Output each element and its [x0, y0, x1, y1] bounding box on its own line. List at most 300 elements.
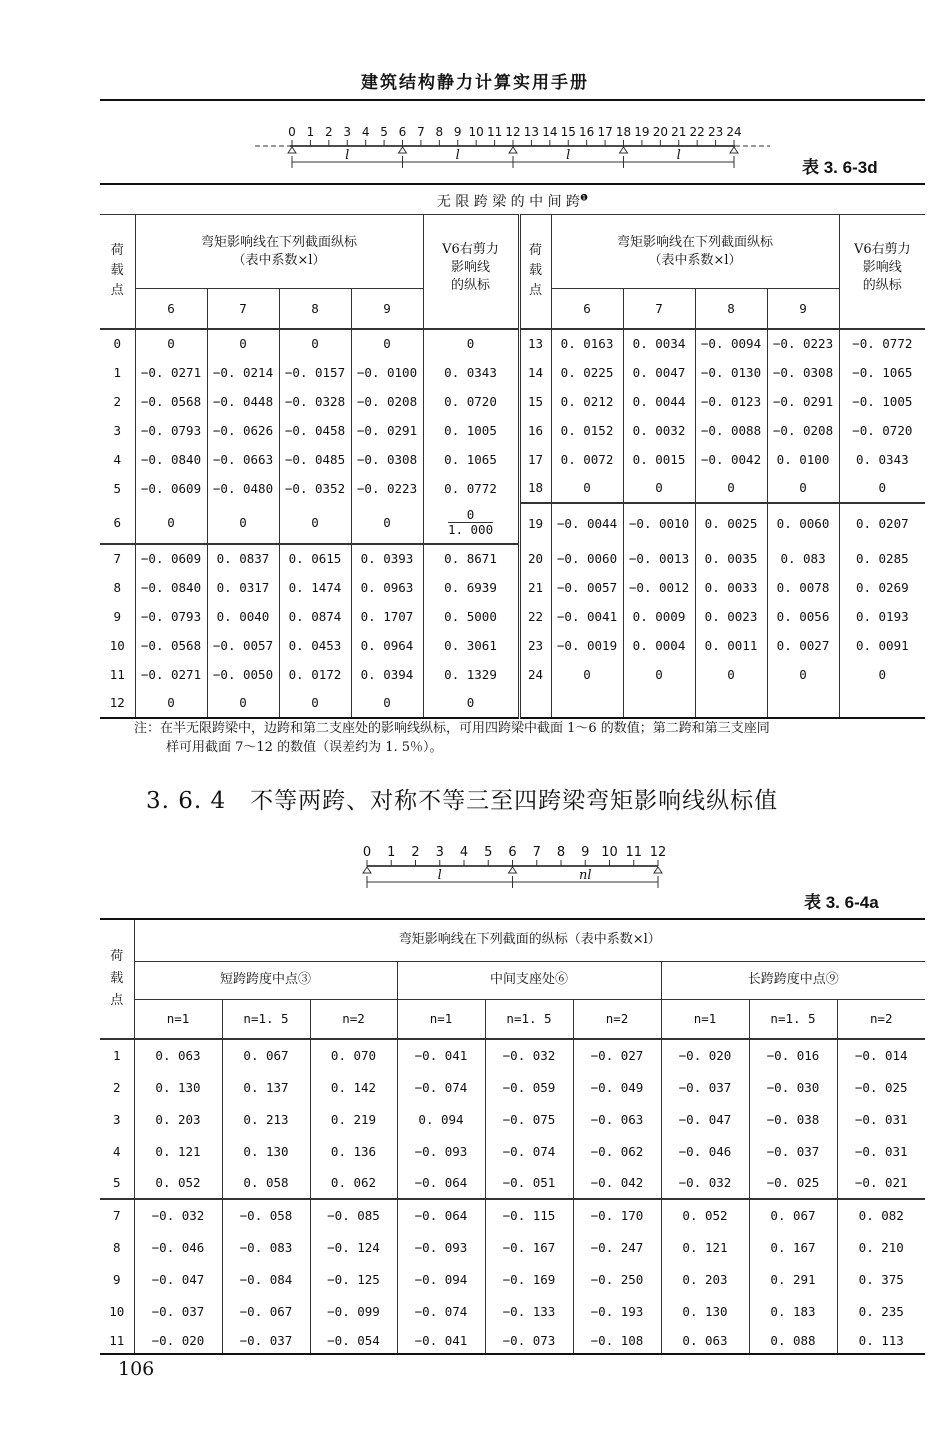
value-cell: −0. 094: [397, 1263, 485, 1295]
value-cell: 0: [207, 689, 279, 718]
value-cell: −0. 016: [749, 1039, 837, 1071]
value-cell: 0: [207, 329, 279, 358]
value-cell: −0. 025: [837, 1071, 925, 1103]
value-cell: −0. 031: [837, 1135, 925, 1167]
value-cell: 0. 0015: [623, 445, 695, 474]
value-cell: −0. 0271: [135, 358, 207, 387]
shear-cell: 0. 0091: [839, 631, 925, 660]
load-point-cell: 20: [519, 544, 551, 573]
value-cell: −0. 115: [485, 1199, 573, 1231]
shear-cell: −0. 0772: [839, 329, 925, 358]
value-cell: 0. 203: [661, 1263, 749, 1295]
value-cell: −0. 0609: [135, 544, 207, 573]
table-row: [100, 660, 925, 689]
value-cell: 0. 058: [222, 1167, 310, 1199]
value-cell: 0. 0212: [551, 387, 623, 416]
value-cell: 0. 0011: [695, 631, 767, 660]
value-cell: −0. 0271: [135, 660, 207, 689]
load-point-cell: 12: [109, 695, 125, 710]
value-cell: −0. 037: [134, 1295, 222, 1327]
table-label: 表 3. 6-4a: [804, 893, 879, 912]
span-length-label: l: [437, 868, 442, 883]
n-ratio-header: n=2: [310, 999, 397, 1039]
value-cell: −0. 020: [134, 1327, 222, 1354]
value-cell: −0. 041: [397, 1327, 485, 1354]
table1-note: [134, 719, 934, 757]
value-cell: 0. 067: [222, 1039, 310, 1071]
shear-cell: 0: [423, 689, 519, 718]
shear-cell: 0: [839, 474, 925, 503]
load-point-cell: 11: [109, 1332, 125, 1348]
tick-label: 0: [288, 125, 296, 139]
n-ratio-header: n=1: [134, 999, 222, 1039]
value-cell: 0. 121: [134, 1135, 222, 1167]
section-header: 7: [623, 289, 695, 329]
load-point-header: 荷载点: [100, 215, 135, 329]
support-icon: [399, 147, 407, 153]
tick-label: 12: [505, 125, 521, 139]
value-cell: 0. 0964: [351, 631, 423, 660]
value-cell: 0. 213: [222, 1103, 310, 1135]
value-cell: −0. 037: [222, 1327, 310, 1354]
tick-label: 16: [579, 125, 595, 139]
tick-label: 1: [306, 125, 315, 139]
load-point-cell: 9: [113, 608, 122, 624]
value-cell: 0. 183: [749, 1295, 837, 1327]
table-row: [100, 1295, 925, 1327]
value-cell: −0. 064: [397, 1167, 485, 1199]
section-header: 7: [207, 289, 279, 329]
value-cell: −0. 0448: [207, 387, 279, 416]
shear-cell: 0. 1005: [423, 416, 519, 445]
value-cell: −0. 062: [573, 1135, 661, 1167]
value-cell: 0. 0394: [351, 660, 423, 689]
value-cell: −0. 0012: [623, 573, 695, 602]
load-point-cell: 10: [109, 637, 125, 653]
table-row: [100, 1103, 925, 1135]
tick-label: 17: [597, 125, 613, 139]
value-cell: −0. 0208: [351, 387, 423, 416]
value-cell: −0. 0308: [767, 358, 839, 387]
value-cell: −0. 047: [134, 1263, 222, 1295]
moment-header-right: 弯矩影响线在下列截面纵标 （表中系数×l）: [551, 215, 839, 289]
value-cell: −0. 083: [222, 1231, 310, 1263]
value-cell: −0. 0328: [279, 387, 351, 416]
value-cell: 0. 0032: [623, 416, 695, 445]
value-cell: −0. 074: [397, 1295, 485, 1327]
section-header: 8: [279, 289, 351, 329]
span-length-label: l: [455, 148, 460, 163]
value-cell: 0. 0027: [767, 631, 839, 660]
load-point-cell: 3: [112, 1111, 121, 1127]
n-ratio-header: n=1. 5: [485, 999, 573, 1039]
load-point-cell: 17: [519, 445, 551, 474]
shear-cell: 0. 0285: [839, 544, 925, 573]
tick-label: 8: [556, 845, 566, 860]
value-cell: 0. 052: [661, 1199, 749, 1231]
value-cell: −0. 0480: [207, 474, 279, 503]
value-cell: 0: [135, 689, 207, 718]
value-cell: −0. 054: [310, 1327, 397, 1354]
support-icon: [509, 147, 517, 153]
value-cell: −0. 046: [661, 1135, 749, 1167]
tick-label: 15: [560, 125, 576, 139]
tick-label: 3: [435, 845, 444, 860]
value-cell: −0. 250: [573, 1263, 661, 1295]
load-point-cell: 2: [112, 1079, 121, 1095]
value-cell: 0. 121: [661, 1231, 749, 1263]
table-infinite-span: [100, 214, 925, 719]
table-row: [100, 573, 925, 602]
value-cell: −0. 0060: [551, 544, 623, 573]
shear-cell: 0. 0343: [423, 358, 519, 387]
value-cell: −0. 037: [661, 1071, 749, 1103]
moment-header: 弯矩影响线在下列截面纵标 （表中系数×l）: [135, 215, 423, 289]
shear-cell: 0. 0343: [839, 445, 925, 474]
value-cell: 0: [135, 329, 207, 358]
value-cell: −0. 059: [485, 1071, 573, 1103]
value-cell: −0. 047: [661, 1103, 749, 1135]
value-cell: 0. 0004: [623, 631, 695, 660]
value-cell: −0. 0223: [351, 474, 423, 503]
value-cell: −0. 0013: [623, 544, 695, 573]
value-cell: 0. 0025: [695, 503, 767, 544]
tick-label: 4: [361, 125, 370, 139]
value-cell: −0. 074: [397, 1071, 485, 1103]
tick-label: 5: [484, 845, 493, 860]
table-row: [100, 329, 925, 358]
value-cell: −0. 093: [397, 1231, 485, 1263]
beam-diagram-two-span: [350, 840, 680, 908]
value-cell: 0: [207, 503, 279, 544]
value-cell: −0. 093: [397, 1135, 485, 1167]
value-cell: −0. 0214: [207, 358, 279, 387]
value-cell: −0. 0157: [279, 358, 351, 387]
value-cell: 0. 375: [837, 1263, 925, 1295]
value-cell: −0. 124: [310, 1231, 397, 1263]
shear-cell: 0. 0193: [839, 602, 925, 631]
value-cell: −0. 049: [573, 1071, 661, 1103]
value-cell: 0. 0040: [207, 602, 279, 631]
fraction-top: 0: [448, 508, 493, 523]
shear-header: V6右剪力 影响线 的纵标: [423, 215, 519, 329]
tick-label: 11: [625, 845, 643, 860]
tick-label: 5: [380, 125, 388, 139]
shear-cell: 0. 3061: [423, 631, 519, 660]
load-point-cell: 18: [519, 474, 551, 503]
load-point-cell: 21: [519, 573, 551, 602]
tick-label: 10: [601, 845, 618, 860]
value-cell: −0. 0793: [135, 416, 207, 445]
value-cell: −0. 085: [310, 1199, 397, 1231]
value-cell: −0. 0840: [135, 445, 207, 474]
load-point-cell: 11: [109, 666, 125, 682]
value-cell: −0. 051: [485, 1167, 573, 1199]
value-cell: 0. 137: [222, 1071, 310, 1103]
load-point-cell: 19: [519, 503, 551, 544]
table-row: [100, 503, 925, 544]
value-cell: 0. 0393: [351, 544, 423, 573]
table-row: [100, 1039, 925, 1071]
tick-label: 8: [435, 125, 444, 139]
value-cell: −0. 0485: [279, 445, 351, 474]
support-icon: [509, 867, 517, 873]
value-cell: −0. 125: [310, 1263, 397, 1295]
section-header: 9: [351, 289, 423, 329]
value-cell: 0. 130: [134, 1071, 222, 1103]
value-cell: −0. 0352: [279, 474, 351, 503]
table1-title: [100, 191, 925, 211]
value-cell: −0. 169: [485, 1263, 573, 1295]
value-cell: −0. 0041: [551, 602, 623, 631]
value-cell: −0. 0308: [351, 445, 423, 474]
value-cell: 0. 113: [837, 1327, 925, 1354]
value-cell: −0. 0609: [135, 474, 207, 503]
value-cell: 0: [135, 503, 207, 544]
load-point-cell: 5: [113, 480, 122, 496]
section-header: 8: [695, 289, 767, 329]
value-cell: 0. 0317: [207, 573, 279, 602]
value-cell: 0. 0033: [695, 573, 767, 602]
load-point-cell: 2: [113, 393, 122, 409]
value-cell: −0. 031: [837, 1103, 925, 1135]
value-cell: 0. 0044: [623, 387, 695, 416]
tick-label: 11: [486, 125, 503, 139]
value-cell: 0: [767, 660, 839, 689]
value-cell: 0: [279, 689, 351, 718]
value-cell: 0. 291: [749, 1263, 837, 1295]
table-row: [100, 445, 925, 474]
n-ratio-header: n=2: [837, 999, 925, 1039]
load-point-cell: 16: [519, 416, 551, 445]
table-row: [100, 1167, 925, 1199]
tick-label: 20: [652, 125, 668, 139]
shear-cell: 0. 5000: [423, 602, 519, 631]
value-cell: 0: [279, 329, 351, 358]
load-point-cell: 10: [109, 1303, 125, 1319]
value-cell: −0. 042: [573, 1167, 661, 1199]
running-header: 建筑结构静力计算实用手册: [361, 73, 589, 93]
value-cell: 0: [623, 474, 695, 503]
section-header: 6: [135, 289, 207, 329]
shear-cell: −0. 1005: [839, 387, 925, 416]
value-cell: −0. 247: [573, 1231, 661, 1263]
load-point-header-right: 荷载点: [519, 215, 551, 329]
value-cell: 0. 0172: [279, 660, 351, 689]
shear-cell: 0: [423, 329, 519, 358]
tick-label: 7: [532, 845, 541, 860]
value-cell: 0. 0615: [279, 544, 351, 573]
note-line: 样可用截面 7～12 的数值（误差约为 1. 5％）。: [166, 740, 443, 755]
load-point-cell: 4: [113, 451, 122, 467]
value-cell: 0. 219: [310, 1103, 397, 1135]
load-point-cell: 6: [100, 503, 135, 544]
tick-label: 24: [726, 125, 742, 139]
value-cell: 0. 0874: [279, 602, 351, 631]
span-length-label: nl: [578, 868, 592, 883]
n-ratio-header: n=1. 5: [749, 999, 837, 1039]
value-cell: 0. 0453: [279, 631, 351, 660]
value-cell: −0. 046: [134, 1231, 222, 1263]
value-cell: 0. 235: [837, 1295, 925, 1327]
section-header: 9: [767, 289, 839, 329]
value-cell: −0. 0130: [695, 358, 767, 387]
value-cell: −0. 014: [837, 1039, 925, 1071]
tick-label: 18: [615, 125, 632, 139]
value-cell: 0: [279, 503, 351, 544]
shear-cell: 0. 0772: [423, 474, 519, 503]
support-icon: [288, 147, 296, 153]
load-point-cell: 7: [112, 1208, 121, 1223]
value-cell: 0. 0009: [623, 602, 695, 631]
value-cell: 0. 142: [310, 1071, 397, 1103]
value-cell: 0. 210: [837, 1231, 925, 1263]
load-point-cell: 8: [112, 1239, 121, 1255]
n-ratio-header: n=1: [397, 999, 485, 1039]
value-cell: −0. 030: [749, 1071, 837, 1103]
value-cell: 0. 0056: [767, 602, 839, 631]
table-row: [100, 1327, 925, 1354]
tick-label: 22: [689, 125, 705, 139]
load-point-cell: 0: [113, 336, 122, 351]
value-cell: 0: [551, 474, 623, 503]
tick-label: 23: [707, 125, 724, 139]
load-point-cell: 13: [519, 329, 551, 358]
value-cell: 0. 070: [310, 1039, 397, 1071]
value-cell: 0. 067: [749, 1199, 837, 1231]
load-point-cell: 5: [100, 1167, 134, 1199]
load-point-cell: 9: [112, 1271, 121, 1287]
load-point-cell: 15: [519, 387, 551, 416]
value-cell: −0. 0208: [767, 416, 839, 445]
value-cell: 0. 130: [222, 1135, 310, 1167]
table-row: [100, 387, 925, 416]
tick-label: 9: [581, 845, 590, 860]
value-cell: −0. 058: [222, 1199, 310, 1231]
value-cell: −0. 0663: [207, 445, 279, 474]
value-cell: −0. 037: [749, 1135, 837, 1167]
value-cell: 0. 0047: [623, 358, 695, 387]
value-cell: 0. 082: [837, 1199, 925, 1231]
value-cell: −0. 0793: [135, 602, 207, 631]
beam-diagram-infinite: [250, 120, 780, 180]
value-cell: −0. 0123: [695, 387, 767, 416]
tick-label: 7: [417, 125, 425, 139]
shear-cell: 0. 0720: [423, 387, 519, 416]
value-cell: 0. 1707: [351, 602, 423, 631]
value-cell: −0. 167: [485, 1231, 573, 1263]
value-cell: −0. 067: [222, 1295, 310, 1327]
note-line: 注：在半无限跨梁中，边跨和第二支座处的影响线纵标，可用四跨梁中截面 1～6 的数值；第二跨和第三支座同: [134, 721, 770, 736]
support-icon: [654, 867, 662, 873]
value-cell: 0: [551, 660, 623, 689]
value-cell: 0. 0152: [551, 416, 623, 445]
shear-cell: 0. 1065: [423, 445, 519, 474]
value-cell: −0. 0100: [351, 358, 423, 387]
tick-label: 12: [649, 845, 667, 860]
shear-header-right: V6右剪力 影响线 的纵标: [839, 215, 925, 329]
tick-label: 9: [453, 125, 462, 139]
value-cell: −0. 032: [661, 1167, 749, 1199]
value-cell: 0: [767, 474, 839, 503]
tick-label: 14: [542, 125, 558, 139]
value-cell: −0. 084: [222, 1263, 310, 1295]
value-cell: 0. 0963: [351, 573, 423, 602]
group-header-short-span: 短跨跨度中点③: [134, 961, 397, 999]
value-cell: −0. 021: [837, 1167, 925, 1199]
n-ratio-header: n=1: [661, 999, 749, 1039]
table-row: [100, 1071, 925, 1103]
shear-cell: −0. 0720: [839, 416, 925, 445]
value-cell: −0. 025: [749, 1167, 837, 1199]
value-cell: −0. 170: [573, 1199, 661, 1231]
value-cell: 0. 0163: [551, 329, 623, 358]
load-point-cell: 3: [113, 422, 122, 438]
shear-cell: 0. 0269: [839, 573, 925, 602]
value-cell: −0. 108: [573, 1327, 661, 1354]
value-cell: −0. 073: [485, 1327, 573, 1354]
value-cell: 0. 0072: [551, 445, 623, 474]
shear-cell: 0: [839, 660, 925, 689]
table-row: [100, 474, 925, 503]
load-point-cell: 24: [519, 660, 551, 689]
value-cell: −0. 0568: [135, 387, 207, 416]
load-point-cell: 1: [113, 364, 122, 380]
value-cell: −0. 0042: [695, 445, 767, 474]
table1-title-text: 无 限 跨 梁 的 中 间 跨: [436, 194, 581, 210]
table-row: [100, 544, 925, 573]
value-cell: −0. 0050: [207, 660, 279, 689]
table-label: 表 3. 6-3d: [802, 158, 878, 177]
table-row: [100, 1231, 925, 1263]
value-cell: −0. 0458: [279, 416, 351, 445]
value-cell: 0. 063: [661, 1327, 749, 1354]
support-icon: [363, 867, 371, 873]
value-cell: −0. 0291: [351, 416, 423, 445]
table-row: [100, 416, 925, 445]
value-cell: 0. 094: [397, 1103, 485, 1135]
tick-label: 1: [387, 845, 396, 860]
load-point-header: 荷载点: [100, 919, 134, 1039]
load-point-cell: 1: [112, 1048, 121, 1063]
value-cell: −0. 063: [573, 1103, 661, 1135]
value-cell: 0. 167: [749, 1231, 837, 1263]
value-cell: 0. 0100: [767, 445, 839, 474]
value-cell: 0. 062: [310, 1167, 397, 1199]
value-cell: −0. 193: [573, 1295, 661, 1327]
group-header-long-span: 长跨跨度中点⑨: [661, 961, 925, 999]
footnote-mark: ❶: [580, 193, 589, 204]
table-row: [100, 358, 925, 387]
load-point-cell: 22: [519, 602, 551, 631]
value-cell: −0. 032: [134, 1199, 222, 1231]
table-unequal-spans: [100, 918, 925, 1355]
span-length-label: l: [566, 148, 571, 163]
tick-label: 6: [398, 125, 407, 139]
value-cell: 0. 088: [749, 1327, 837, 1354]
value-cell: 0. 0034: [623, 329, 695, 358]
load-point-cell: 14: [519, 358, 551, 387]
moment-header: 弯矩影响线在下列截面的纵标（表中系数×l）: [134, 919, 925, 961]
value-cell: 0. 0837: [207, 544, 279, 573]
value-cell: 0: [695, 474, 767, 503]
value-cell: −0. 038: [749, 1103, 837, 1135]
value-cell: −0. 0057: [207, 631, 279, 660]
tick-label: 3: [343, 125, 352, 139]
value-cell: −0. 0010: [623, 503, 695, 544]
value-cell: 0. 0023: [695, 602, 767, 631]
value-cell: 0. 203: [134, 1103, 222, 1135]
